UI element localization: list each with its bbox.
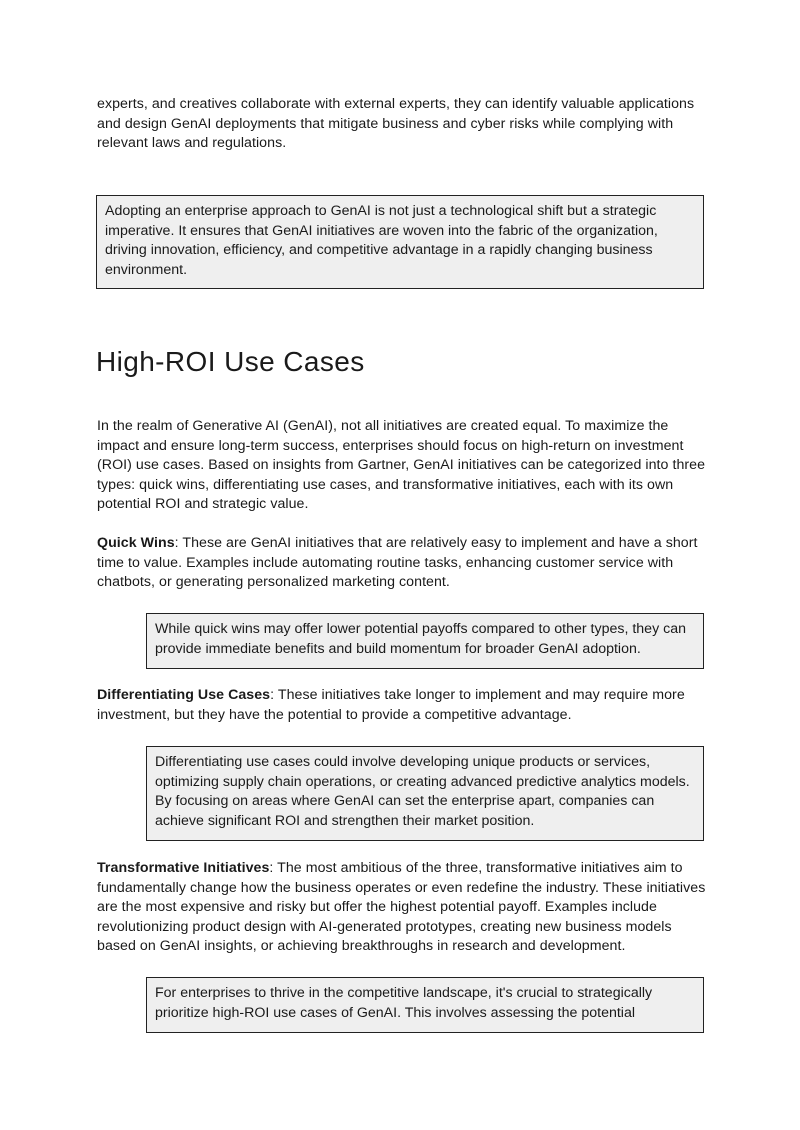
differentiating-term: Differentiating Use Cases [97,687,271,703]
intro-paragraph: experts, and creatives collaborate with external experts, they can identify valuable applications and design GenAI deployments that mitigate business and cyber risks while complying with relevant laws and regulations. [97,96,695,152]
quick-wins-paragraph [97,534,707,593]
transformative-term: Transformative Initiatives [97,860,270,876]
transformative-text: : The most ambitious of the three, transformative initiatives aim to fundamentally change how the business operates or even redefine the industry. These initiatives are the most expensive and risky but offer the highest potential payoff. Examples include revolutionizing product design with AI-generated prototypes, creating new business models based on GenAI insights, or achieving breakthroughs in research and development. [97,860,706,955]
callout-enterprise-text: Adopting an enterprise approach to GenAI is not just a technological shift but a strategic imperative. It ensures that GenAI initiatives are woven into the fabric of the organization, driving innovation, efficiency, and competitive advantage in a rapidly changing business environment. [105,203,658,278]
quick-wins-term: Quick Wins [97,535,175,551]
callout-differentiating-text: Differentiating use cases could involve developing unique products or services, optimizing supply chain operations, or creating advanced predictive analytics models. By focusing on areas where GenAI can set the enterprise apart, companies can achieve significant ROI and strengthen their market position. [155,754,690,829]
differentiating-text: : These initiatives take longer to implement and may require more investment, but they have the potential to provide a competitive advantage. [97,687,685,723]
section-intro-paragraph: In the realm of Generative AI (GenAI), not all initiatives are created equal. To maximize the impact and ensure long-term success, enterprises should focus on high-return on investment (ROI) use cases. Based on insights from Gartner, GenAI initiatives can be categorized into three types: quick wins, differentiating use cases, and transformative initiatives, each with its own potential ROI and strategic value. [97,418,706,513]
quick-wins-text: : These are GenAI initiatives that are relatively easy to implement and have a short time to value. Examples include automating routine tasks, enhancing customer service with chatbots, or generating personalized marketing content. [97,535,698,591]
callout-transformative-text: For enterprises to thrive in the competitive landscape, it's crucial to strategically prioritize high-ROI use cases of GenAI. This involves assessing the potential [155,985,653,1021]
callout-quick-wins [146,613,704,669]
callout-transformative [146,977,704,1033]
differentiating-paragraph [97,686,707,725]
callout-quick-wins-text: While quick wins may offer lower potential payoffs compared to other types, they can provide immediate benefits and build momentum for broader GenAI adoption. [155,621,686,657]
section-heading: High-ROI Use Cases [96,346,365,377]
transformative-paragraph [97,859,707,957]
callout-enterprise-approach [96,195,704,289]
callout-differentiating [146,746,704,841]
